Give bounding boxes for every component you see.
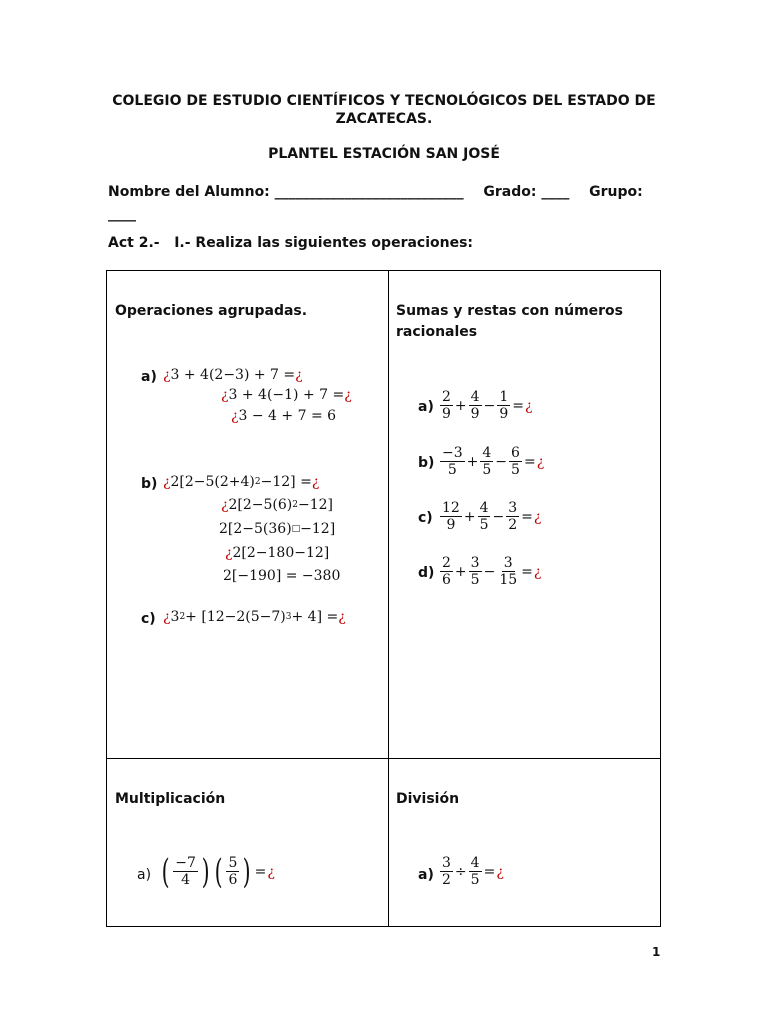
group-label: Grupo:: [589, 184, 643, 200]
student-info-line: [108, 181, 660, 225]
division-title: División: [396, 791, 460, 807]
division-a-expr: $\frac{3}{2}$ ÷ $\frac{4}{5}$ = ¿: [442, 855, 504, 888]
rational-d-expr: $\frac{2}{6}$ + $\frac{3}{5}$ − $\frac{3}{15}$ = ¿: [442, 555, 542, 588]
activity-line: [108, 235, 473, 251]
grouped-a-line1: ¿ 3 + 4(2−3) + 7 = ¿: [163, 367, 303, 383]
exercise-table: [106, 270, 661, 927]
grouped-a-line2: ¿ 3 + 4(−1) + 7 = ¿: [221, 387, 352, 403]
grouped-c-line1: ¿ 3 2 + [12−2(5−7) 3 + 4] = ¿: [163, 609, 346, 625]
rational-c-label: c): [418, 510, 433, 526]
rational-b-expr: $\frac{-3}{5}$ + $\frac{4}{5}$ − $\frac{6}{5}$ = ¿: [442, 445, 545, 478]
campus-title: PLANTEL ESTACIÓN SAN JOSÉ: [268, 146, 500, 162]
grouped-b-line1: ¿ 2[2−5(2+4) 2 −12] = ¿: [163, 474, 320, 490]
grouped-b-label: b): [141, 476, 158, 492]
rational-title: Sumas y restas con números racionales: [396, 303, 624, 340]
rational-a-expr: $\frac{2}{9}$ + $\frac{4}{9}$ − $\frac{1}{9}$ = ¿: [442, 389, 533, 422]
grouped-b-line2: ¿ 2[2−5(6) 2 −12]: [221, 497, 334, 513]
rational-d-label: d): [418, 565, 435, 581]
grouped-b-line4: ¿ 2[2−180−12]: [225, 545, 330, 561]
grouped-a-line3: ¿ 3 − 4 + 7 = 6: [231, 408, 337, 424]
multiplication-a-expr: ( $\frac{-7}{4}$ ) ( $\frac{5}{6}$ ) = ¿: [161, 851, 275, 892]
table-divider-vertical: [388, 271, 389, 926]
name-blank: ___________________________: [274, 184, 464, 200]
multiplication-title: Multiplicación: [115, 791, 226, 807]
activity-instruction: I.- Realiza las siguientes operaciones:: [174, 235, 474, 251]
grouped-b-line5: 2[−190] = −380: [223, 568, 341, 584]
multiplication-a-label: a): [137, 867, 152, 883]
table-divider-horizontal: [107, 758, 660, 759]
page-number: 1: [652, 945, 661, 959]
group-blank: ____: [108, 206, 136, 222]
rational-b-label: b): [418, 455, 435, 471]
name-label: Nombre del Alumno:: [108, 184, 270, 200]
grouped-a-label: a): [141, 369, 157, 385]
institution-title: COLEGIO DE ESTUDIO CIENTÍFICOS Y TECNOLÓGICOS DEL ESTADO DE ZACATECAS.: [112, 93, 656, 127]
division-a-label: a): [418, 867, 434, 883]
rational-a-label: a): [418, 399, 434, 415]
grouped-ops-title: Operaciones agrupadas.: [115, 303, 308, 319]
grade-blank: ____: [541, 184, 570, 200]
grouped-c-label: c): [141, 611, 156, 627]
grouped-b-line3: 2[2−5(36) □ −12]: [219, 521, 336, 537]
rational-c-expr: $\frac{12}{9}$ + $\frac{4}{5}$ − $\frac{3}{2}$ = ¿: [442, 500, 542, 533]
activity-label: Act 2.-: [108, 235, 160, 251]
grade-label: Grado:: [483, 184, 537, 200]
